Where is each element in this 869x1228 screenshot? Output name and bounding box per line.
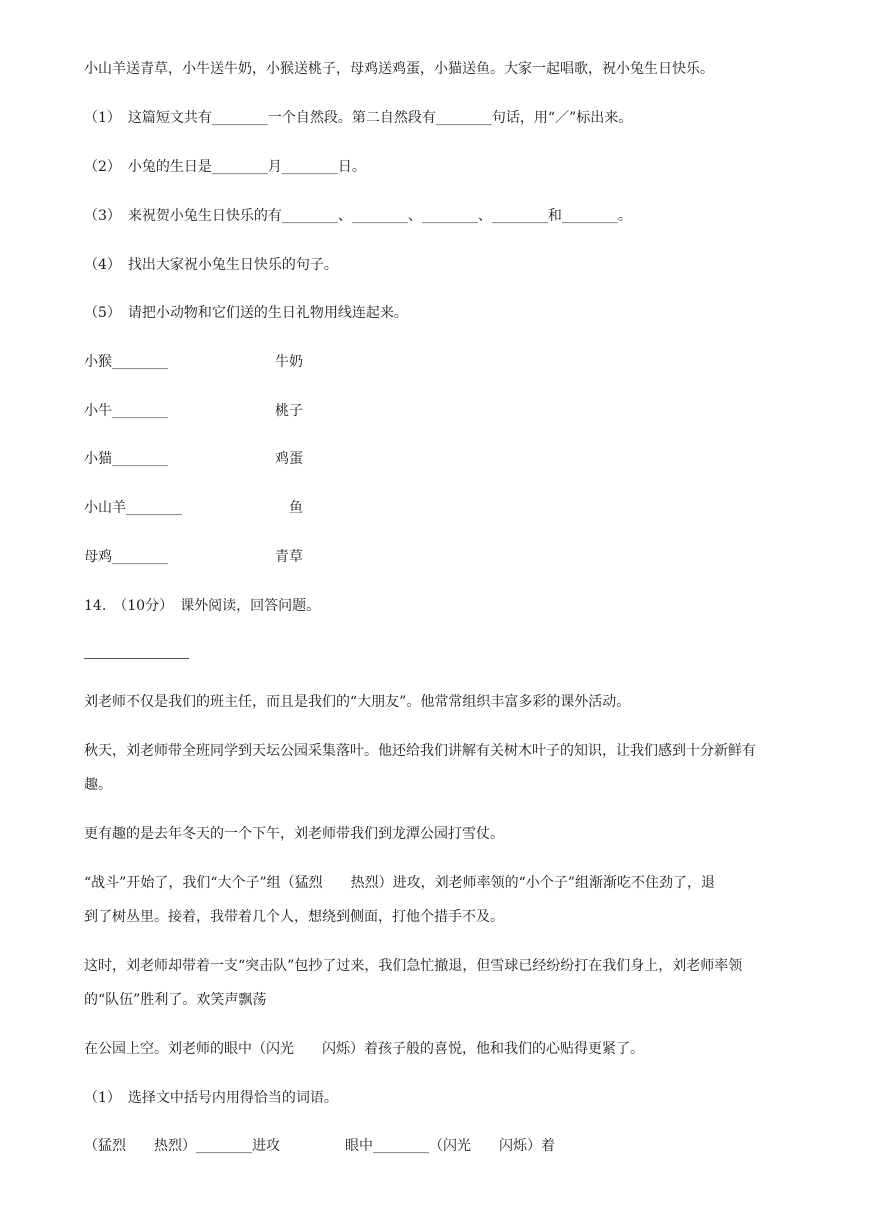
match-right-4: 鱼: [289, 500, 303, 516]
passage-p4-line2: 到了树丛里。接着，我带着几个人，想绕到侧面，打他个措手不及。: [84, 909, 504, 925]
passage-p4-line1: “战斗”开始了，我们“大个子”组（猛烈 热烈）进攻，刘老师率领的“小个子”组渐渐吃不住劲了，退: [84, 875, 715, 891]
question-14-header: 14. （10分） 课外阅读，回答问题。: [84, 598, 321, 614]
match-left-5: 母鸡________: [84, 549, 168, 565]
passage-p2-line1: 秋天，刘老师带全班同学到天坛公园采集落叶。他还给我们讲解有关树木叶子的知识，让我们感到十分新鲜有: [84, 743, 756, 759]
question-13-4: （4） 找出大家祝小兔生日快乐的句子。: [84, 257, 338, 273]
intro-line: 小山羊送青草，小牛送牛奶，小猴送桃子，母鸡送鸡蛋，小猫送鱼。大家一起唱歌，祝小兔生日快乐。: [84, 61, 714, 77]
passage-p5-line2: 的“队伍”胜利了。欢笑声飘荡: [84, 992, 267, 1008]
match-right-2: 桃子: [275, 403, 303, 419]
passage-p2-line2: 趣。: [84, 777, 112, 793]
passage-p5-line1: 这时，刘老师却带着一支“突击队”包抄了过来，我们急忙撤退，但雪球已经纷纷打在我们身上，刘老师率领: [84, 958, 743, 974]
passage-p3: 更有趣的是去年冬天的一个下午，刘老师带我们到龙潭公园打雪仗。: [84, 826, 504, 842]
question-14-1-answer-right: 眼中________（闪光 闪烁）着: [345, 1138, 555, 1154]
question-13-3: （3） 来祝贺小兔生日快乐的有________、________、________、________和________。: [84, 208, 632, 224]
match-left-3: 小猫________: [84, 451, 168, 467]
match-left-2: 小牛________: [84, 403, 168, 419]
question-13-1: （1） 这篇短文共有________一个自然段。第二自然段有________句话，用“／”标出来。: [84, 110, 633, 126]
match-left-1: 小猴________: [84, 354, 168, 370]
separator-line: [84, 658, 189, 659]
question-13-5: （5） 请把小动物和它们送的生日礼物用线连起来。: [84, 305, 408, 321]
match-right-1: 牛奶: [275, 354, 303, 370]
passage-p6: 在公园上空。刘老师的眼中（闪光 闪烁）着孩子般的喜悦，他和我们的心贴得更紧了。: [84, 1041, 644, 1057]
match-left-4: 小山羊________: [84, 500, 182, 516]
match-right-5: 青草: [275, 549, 303, 565]
match-right-3: 鸡蛋: [275, 451, 303, 467]
question-13-2: （2） 小兔的生日是________月________日。: [84, 159, 366, 175]
passage-p1: 刘老师不仅是我们的班主任，而且是我们的“大朋友”。他常常组织丰富多彩的课外活动。: [84, 694, 631, 710]
question-14-1: （1） 选择文中括号内用得恰当的词语。: [84, 1090, 338, 1106]
question-14-1-answer-left: （猛烈 热烈）________进攻: [84, 1138, 280, 1154]
